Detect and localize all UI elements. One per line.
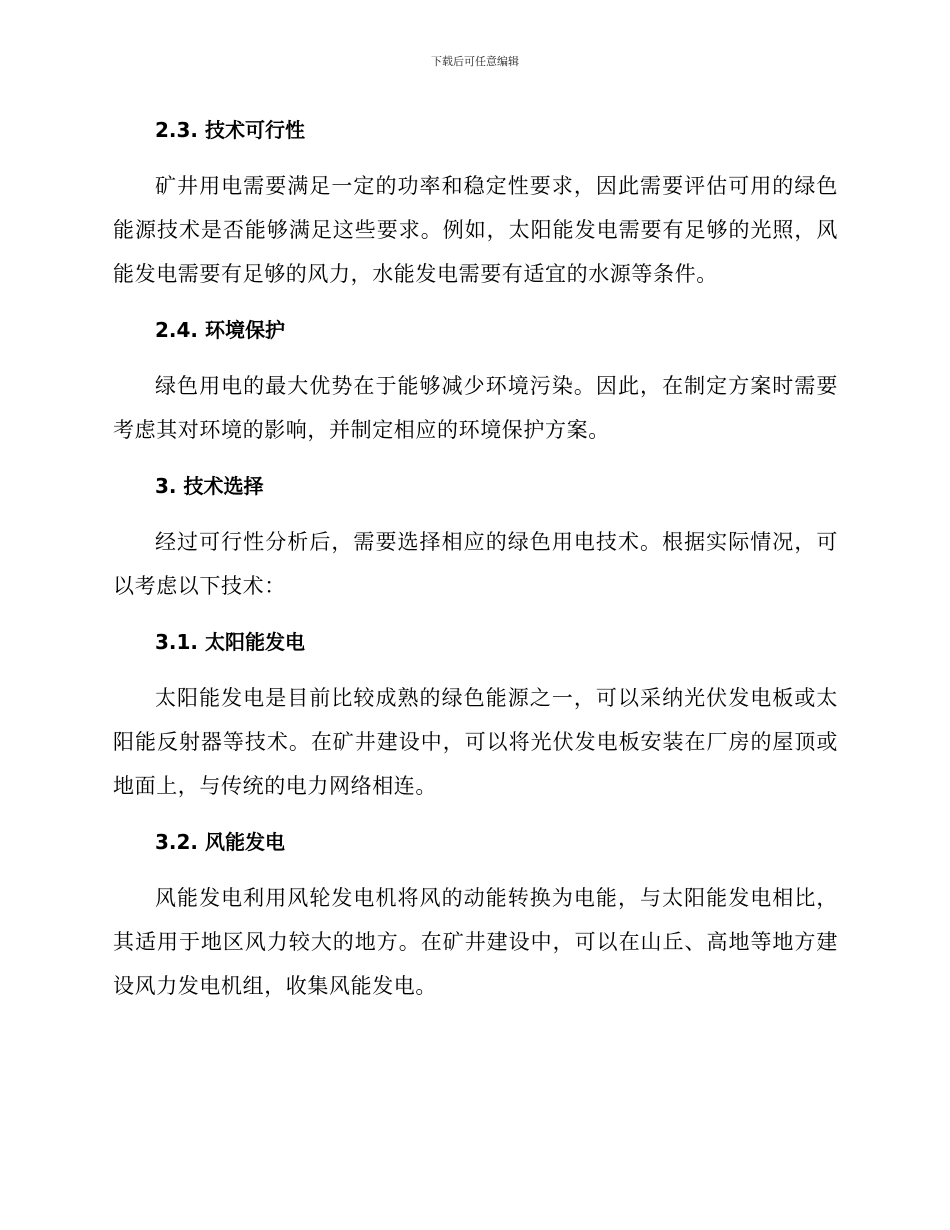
section-paragraph-3-2: 风能发电利用风轮发电机将风的动能转换为电能，与太阳能发电相比，其适用于地区风力较大的地方。在矿井建设中，可以在山丘、高地等地方建设风力发电机组，收集风能发电。 (113, 886, 838, 998)
section-heading-3-2: 3.2. 风能发电 (155, 830, 285, 854)
section-paragraph-2-4: 绿色用电的最大优势在于能够减少环境污染。因此，在制定方案时需要考虑其对环境的影响，并制定相应的环境保护方案。 (113, 374, 838, 442)
section-paragraph-2-3: 矿井用电需要满足一定的功率和稳定性要求，因此需要评估可用的绿色能源技术是否能够满足这些要求。例如，太阳能发电需要有足够的光照，风能发电需要有足够的风力，水能发电需要有适宜的水源等条件。 (113, 174, 838, 286)
section-paragraph-3: 经过可行性分析后，需要选择相应的绿色用电技术。根据实际情况，可以考虑以下技术： (113, 530, 838, 598)
page-header: 下载后可任意编辑 (431, 55, 519, 68)
section-heading-3: 3. 技术选择 (155, 474, 264, 498)
section-heading-3-1: 3.1. 太阳能发电 (155, 630, 305, 654)
section-heading-2-3: 2.3. 技术可行性 (155, 118, 305, 142)
section-paragraph-3-1: 太阳能发电是目前比较成熟的绿色能源之一，可以采纳光伏发电板或太阳能反射器等技术。在矿井建设中，可以将光伏发电板安装在厂房的屋顶或地面上，与传统的电力网络相连。 (113, 686, 838, 798)
section-heading-2-4: 2.4. 环境保护 (155, 318, 285, 342)
document-body (113, 112, 838, 1008)
